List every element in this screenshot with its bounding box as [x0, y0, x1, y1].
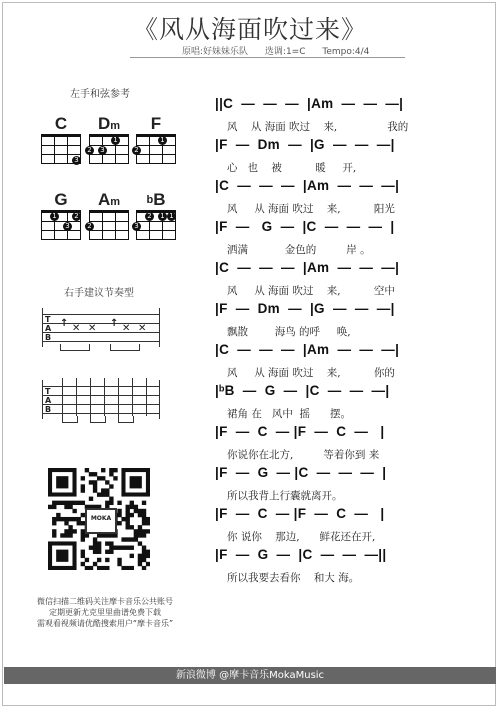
lyric-line: 风 从 海面 吹过 来, 你的 — [227, 367, 395, 379]
chord-line: |F — Dm — |G — — —| — [215, 137, 395, 152]
chord-line: |ᵇB — G — |C — — —| — [215, 383, 390, 398]
lyric-line: 你 说你 那边, 鲜花还在开, — [227, 531, 376, 543]
rhythm-label: 右手建议节奏型 — [64, 288, 134, 299]
finger-dot: 2 — [85, 146, 94, 155]
lyric-line: 心 也 被 暖 开, — [227, 162, 357, 174]
chord-line: |C — — — |Am — — —| — [215, 178, 400, 193]
finger-dot: 3 — [63, 222, 72, 231]
finger-dot: 3 — [132, 222, 141, 231]
qr-caption-2: 定期更新尤克里里曲谱免费下载 — [49, 608, 161, 617]
finger-dot: 2 — [145, 212, 154, 221]
finger-dot: 2 — [132, 146, 141, 155]
chord-diagram-c — [39, 114, 83, 164]
chord-name: C — [54, 114, 68, 133]
lyric-line: 风 从 海面 吹过 来, 阳光 — [227, 203, 395, 215]
chord-diagram-f — [134, 114, 178, 164]
fretboard — [136, 210, 176, 240]
chord-line: |F — C — |F — C — | — [215, 424, 385, 439]
chord-name: $^b$B — [146, 190, 166, 209]
fretboard — [136, 134, 176, 164]
lyric-line: 所以我背上行囊就离开。 — [227, 490, 343, 502]
lyric-line: 洒满 金色的 岸 。 — [227, 244, 371, 256]
footer-bar: 新浪微博 @摩卡音乐MokaMusic — [4, 667, 496, 684]
chord-ref-label: 左手和弦参考 — [70, 89, 130, 100]
finger-dot: 1 — [50, 212, 59, 221]
chord-diagram-am — [87, 190, 131, 240]
qr-caption-1: 微信扫描二维码关注摩卡音乐公共账号 — [37, 597, 173, 606]
lyric-line: 你说你在北方, 等着你到 来 — [227, 449, 380, 461]
finger-dot: 1 — [158, 212, 167, 221]
lyric-line: 飘散 海鸟 的呼 唤, — [227, 326, 351, 338]
singer: 原唱:好妹妹乐队 — [182, 47, 249, 57]
chord-line: |F — G — |C — — —|| — [215, 547, 387, 562]
rhythm-pattern-1: T A B ↑ ✕ ✕ ↑ ✕ ✕ — [42, 314, 160, 344]
chord-line: ||C — — — |Am — — —| — [215, 96, 404, 111]
chord-diagram-dm — [87, 114, 131, 164]
chord-line: |F — G — |C — — — | — [215, 465, 387, 480]
key: 选调:1=C — [264, 47, 306, 57]
chord-line: |C — — — |Am — — —| — [215, 342, 400, 357]
title-rule — [130, 57, 405, 58]
fretboard — [89, 134, 129, 164]
qr-code — [48, 468, 150, 570]
lyric-line: 风 从 海面 吹过 来, 我的 — [227, 121, 409, 133]
lyric-line: 所以我要去看你 和大 海。 — [227, 572, 360, 584]
fretboard — [41, 210, 81, 240]
chord-name: F — [150, 114, 162, 133]
qr-logo: MOKA — [85, 508, 117, 534]
chord-name: Am — [97, 190, 121, 209]
chord-name: G — [54, 190, 68, 209]
finger-dot: 1 — [111, 136, 120, 145]
lyric-line: 裙角 在 风中 摇 摆。 — [227, 408, 352, 420]
finger-dot: 1 — [158, 136, 167, 145]
fretboard — [41, 134, 81, 164]
chord-line: |F — Dm — |G — — —| — [215, 301, 395, 316]
chord-line: |F — G — |C — — — | — [215, 219, 395, 234]
song-meta — [182, 44, 383, 57]
chord-line: |C — — — |Am — — —| — [215, 260, 400, 275]
fretboard — [89, 210, 129, 240]
rhythm-pattern-2: T A B — [42, 386, 160, 416]
finger-dot: 1 — [167, 212, 176, 221]
chord-name: Dm — [97, 114, 121, 133]
qr-caption-3: 需观看视频请优酷搜索用户“摩卡音乐” — [36, 619, 174, 628]
song-title: 《风从海面吹过来》 — [132, 15, 367, 44]
chord-diagram-g — [39, 190, 83, 240]
finger-dot: 3 — [72, 156, 81, 165]
lyric-line: 风 从 海面 吹过 来, 空中 — [227, 285, 395, 297]
tempo: Tempo:4/4 — [322, 47, 370, 57]
finger-dot: 2 — [72, 212, 81, 221]
finger-dot: 2 — [85, 222, 94, 231]
finger-dot: 3 — [98, 146, 107, 155]
chord-line: |F — C — |F — C — | — [215, 506, 385, 521]
chord-diagram-bb — [134, 190, 178, 240]
